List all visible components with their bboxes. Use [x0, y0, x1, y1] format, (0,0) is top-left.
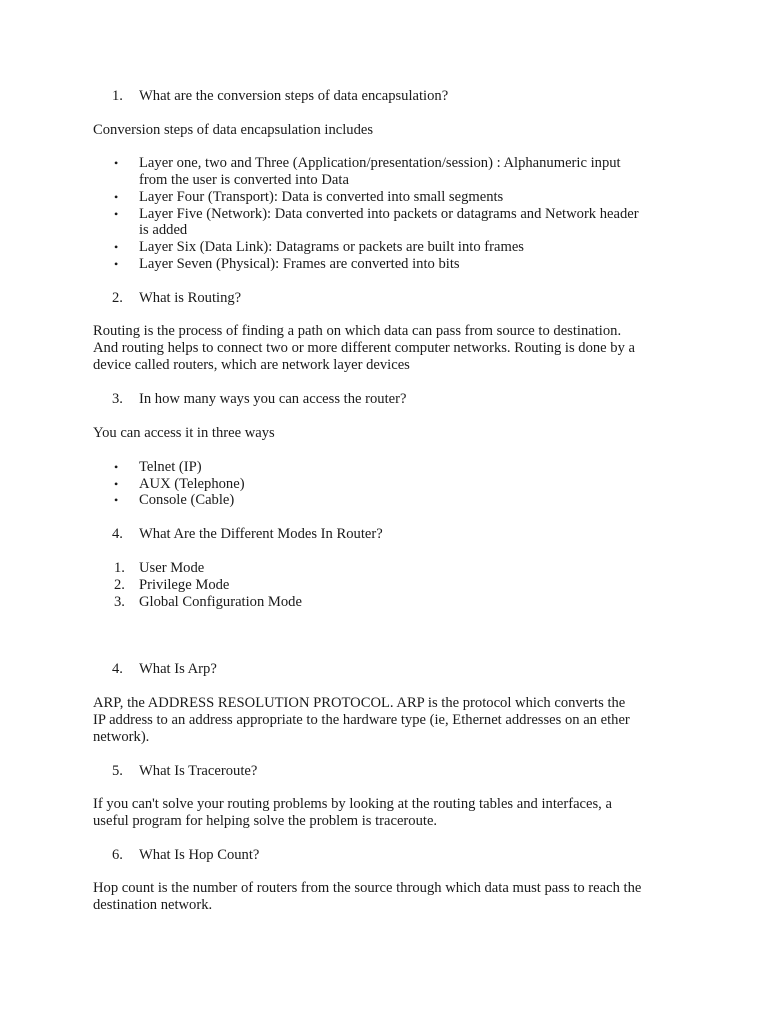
list-item-text: AUX (Telephone) [139, 476, 245, 492]
question-title: What Is Arp? [139, 661, 217, 677]
bullet-icon: • [114, 156, 119, 170]
answer-line: And routing helps to connect two or more different computer networks. Routing is done by a [93, 340, 636, 356]
answer-line: If you can't solve your routing problems by looking at the routing tables and interfaces, a [93, 796, 612, 812]
question-number: 5. [112, 763, 123, 779]
list-item-text: Layer Five (Network): Data converted into packets or datagrams and Network header [139, 206, 639, 222]
question-number: 1. [112, 88, 123, 104]
list-item-text: Layer one, two and Three (Application/presentation/session) : Alphanumeric input [139, 155, 621, 171]
list-item-text: from the user is converted into Data [139, 172, 349, 188]
q1-intro: Conversion steps of data encapsulation includes [93, 122, 374, 138]
bullet-icon: • [114, 207, 119, 221]
question-number: 4. [112, 526, 123, 542]
answer-line: destination network. [93, 897, 213, 913]
answer-line: device called routers, which are network layer devices [93, 357, 410, 373]
list-number: 3. [114, 594, 125, 610]
bullet-icon: • [114, 493, 119, 507]
list-item-text: Global Configuration Mode [139, 594, 302, 610]
list-item-text: Telnet (IP) [139, 459, 202, 475]
answer-line: useful program for helping solve the problem is traceroute. [93, 813, 438, 829]
answer-line: Routing is the process of finding a path on which data can pass from source to destination. [93, 323, 622, 339]
list-item-text: Layer Seven (Physical): Frames are converted into bits [139, 256, 460, 272]
bullet-icon: • [114, 477, 119, 491]
list-item-text: Layer Four (Transport): Data is converted into small segments [139, 189, 504, 205]
answer-line: ARP, the ADDRESS RESOLUTION PROTOCOL. ARP is the protocol which converts the [93, 695, 626, 711]
question-number: 3. [112, 391, 123, 407]
list-number: 1. [114, 560, 125, 576]
list-item-text: Layer Six (Data Link): Datagrams or packets are built into frames [139, 239, 524, 255]
question-number: 6. [112, 847, 123, 863]
question-number: 2. [112, 290, 123, 306]
bullet-icon: • [114, 257, 119, 271]
answer-line: IP address to an address appropriate to the hardware type (ie, Ethernet addresses on an ether [93, 712, 630, 728]
answer-line: Hop count is the number of routers from the source through which data must pass to reach the [93, 880, 642, 896]
question-title: What are the conversion steps of data encapsulation? [139, 88, 449, 104]
bullet-icon: • [114, 240, 119, 254]
list-item-text: Console (Cable) [139, 492, 235, 508]
q3-intro: You can access it in three ways [93, 425, 275, 441]
bullet-icon: • [114, 190, 119, 204]
bullet-icon: • [114, 460, 119, 474]
question-title: In how many ways you can access the router? [139, 391, 407, 407]
question-title: What Are the Different Modes In Router? [139, 526, 383, 542]
question-title: What Is Traceroute? [139, 763, 258, 779]
question-title: What Is Hop Count? [139, 847, 260, 863]
list-number: 2. [114, 577, 125, 593]
question-number: 4. [112, 661, 123, 677]
list-item-text: User Mode [139, 560, 205, 576]
list-item-text: Privilege Mode [139, 577, 230, 593]
answer-line: network). [93, 729, 150, 745]
question-title: What is Routing? [139, 290, 242, 306]
list-item-text: is added [139, 222, 188, 238]
